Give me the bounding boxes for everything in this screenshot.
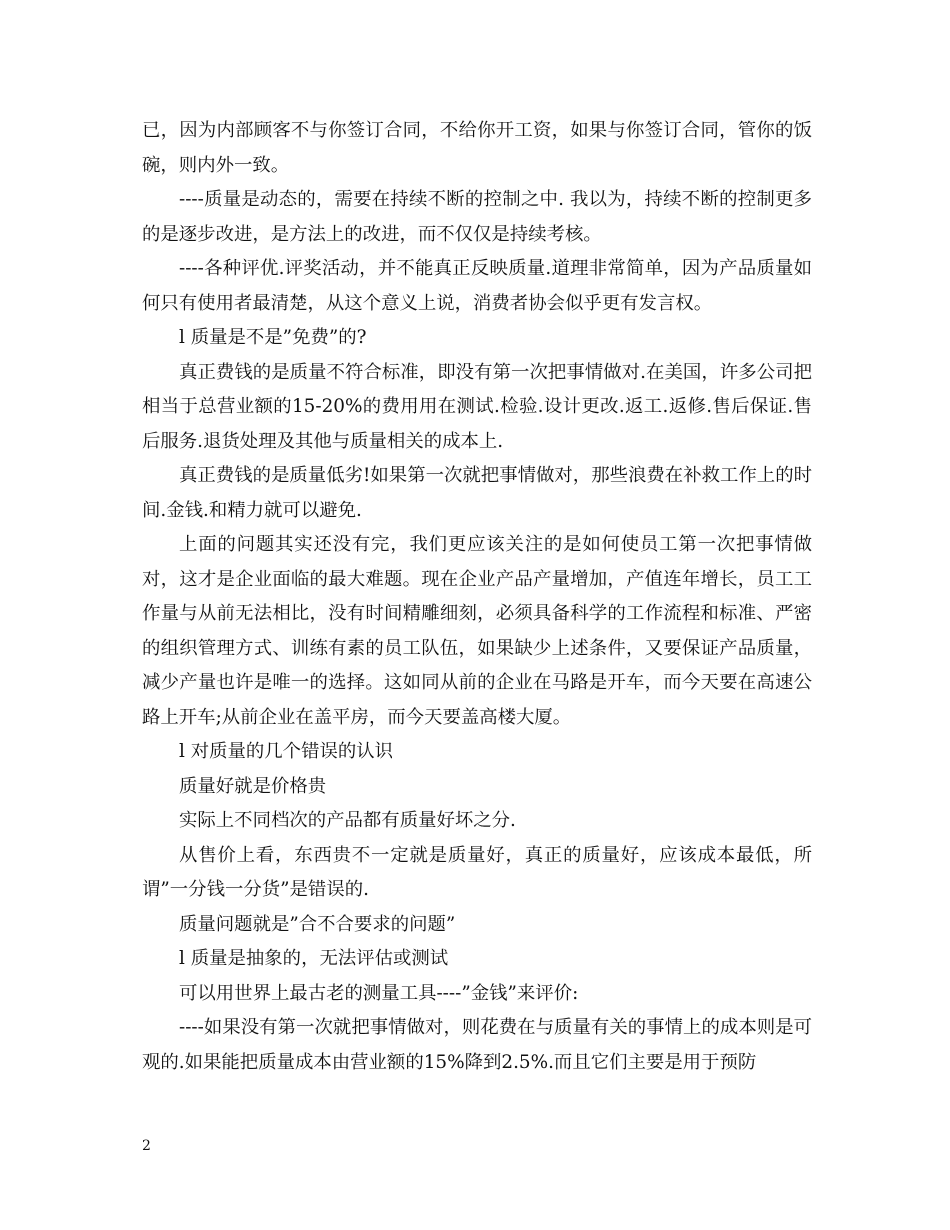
paragraph: ----质量是动态的，需要在持续不断的控制之中. 我以为，持续不断的控制更多的是逐步改进，是方法上的改进，而不仅仅是持续考核。 (142, 189, 812, 245)
paragraph: 已，因为内部顾客不与你签订合同，不给你开工资，如果与你签订合同，管你的饭碗，则内外一致。 (142, 120, 812, 176)
paragraph: ----各种评优.评奖活动，并不能真正反映质量.道理非常简单，因为产品质量如何只有使用者最清楚，从这个意义上说，消费者协会似乎更有发言权。 (142, 258, 812, 314)
bullet-heading: l 质量是不是”免费”的? (179, 327, 367, 348)
paragraph: ----如果没有第一次就把事情做对，则花费在与质量有关的事情上的成本则是可观的.如果能把质量成本由营业额的15%降到2.5%.而且它们主要是用于预防 (142, 1017, 812, 1073)
paragraph: 质量问题就是”合不合要求的问题” (179, 913, 456, 935)
page-number: 2 (142, 1138, 151, 1154)
paragraph: 上面的问题其实还没有完，我们更应该关注的是如何使员工第一次把事情做对，这才是企业面临的最大难题。现在企业产品产量增加，产值连年增长，员工工作量与从前无法相比，没有时间精雕细刻，必须具备科学的工作流程和标准、严密的组织管理方式、训练有素的员工队伍，如果缺少上述条件，又要保证产品质量，减少产量也许是唯一的选择。这如同从前的企业在马路是开车，而今天要在高速公路上开车;从前企业在盖平房，而今天要盖高楼大厦。 (142, 534, 812, 728)
body-text (142, 114, 812, 1080)
bullet-heading: l 质量是抽象的，无法评估或测试 (179, 948, 449, 969)
paragraph: 真正费钱的是质量不符合标准，即没有第一次把事情做对.在美国，许多公司把相当于总营业额的15-20%的费用用在测试.检验.设计更改.返工.返修.售后保证.售后服务.退货处理及其他与质量相关的成本上. (142, 361, 812, 452)
paragraph: 质量好就是价格贵 (179, 775, 327, 797)
paragraph: 真正费钱的是质量低劣!如果第一次就把事情做对，那些浪费在补救工作上的时间.金钱.和精力就可以避免. (142, 465, 812, 521)
paragraph: 可以用世界上最古老的测量工具----”金钱”来评价: (179, 982, 579, 1004)
paragraph: 实际上不同档次的产品都有质量好坏之分. (179, 810, 516, 831)
bullet-heading: l 对质量的几个错误的认识 (179, 741, 394, 762)
paragraph: 从售价上看，东西贵不一定就是质量好，真正的质量好，应该成本最低，所谓”一分钱一分货”是错误的. (142, 844, 812, 900)
